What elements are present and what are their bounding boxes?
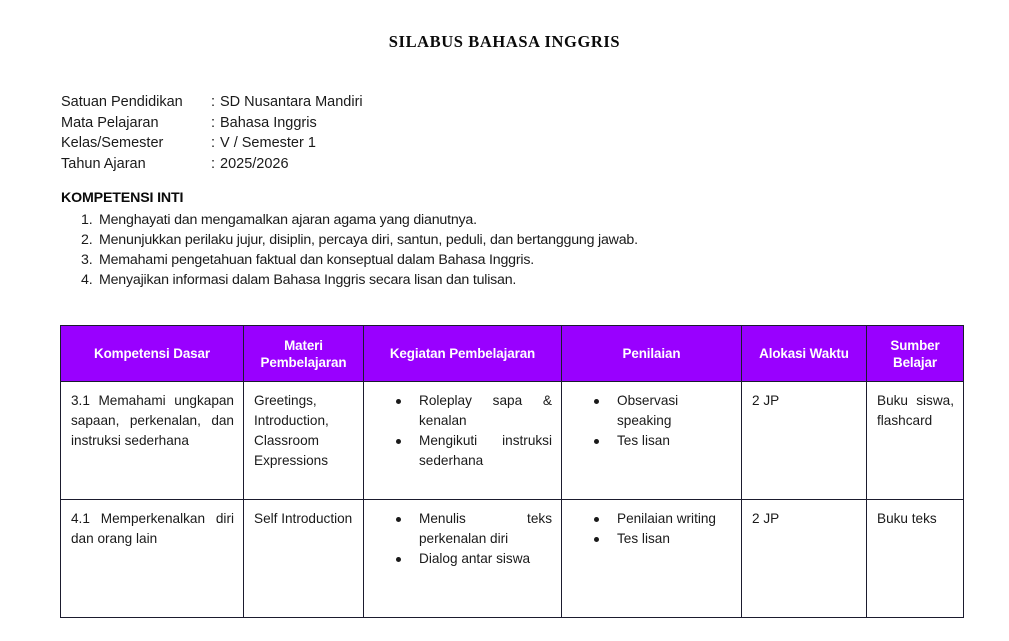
list-item (61, 230, 941, 250)
identity-value-mata-pelajaran (211, 113, 317, 134)
identity-value-text: V / Semester 1 (220, 135, 316, 151)
list-item-label: Menghayati dan mengamalkan ajaran agama yang dianutnya. (99, 212, 477, 228)
cell-materi-pembelajaran: Greetings, Introduction, Classroom Expressions (244, 382, 364, 500)
column-header-materi-pembelajaran: Materi Pembelajaran (244, 326, 364, 382)
table-header-row (61, 326, 964, 382)
bullet-item: Tes lisan (594, 529, 732, 549)
cell-alokasi-waktu: 2 JP (742, 500, 867, 618)
identity-row (61, 92, 561, 113)
bullet-item: Menulis teks perkenalan diri (396, 509, 552, 549)
list-item-number: 4. (81, 272, 93, 288)
bullet-item: Observasi speaking (594, 391, 732, 431)
bullet-item: Dialog antar siswa (396, 549, 552, 569)
list-item (61, 250, 941, 270)
cell-kompetensi-dasar: 4.1 Memperkenalkan diri dan orang lain (61, 500, 244, 618)
identity-separator: : (211, 155, 216, 172)
table-row (61, 500, 964, 618)
bullet-list (374, 509, 552, 569)
identity-label-satuan-pendidikan: Satuan Pendidikan (61, 94, 183, 110)
column-header-penilaian: Penilaian (562, 326, 742, 382)
list-item-label: Memahami pengetahuan faktual dan konseptual dalam Bahasa Inggris. (99, 252, 534, 268)
list-item-number: 3. (81, 252, 93, 268)
identity-value-text: Bahasa Inggris (220, 114, 317, 131)
bullet-list (374, 391, 552, 471)
cell-kegiatan-pembelajaran (364, 500, 562, 618)
identity-value-text: SD Nusantara Mandiri (220, 94, 363, 110)
identity-block (61, 92, 561, 174)
cell-materi-pembelajaran: Self Introduction (244, 500, 364, 618)
identity-value-kelas-semester (211, 133, 316, 154)
bullet-list (572, 391, 732, 451)
page-title: SILABUS BAHASA INGGRIS (388, 32, 621, 51)
cell-alokasi-waktu: 2 JP (742, 382, 867, 500)
list-item (61, 210, 941, 230)
identity-separator: : (211, 94, 216, 110)
identity-label-mata-pelajaran: Mata Pelajaran (61, 114, 159, 131)
bullet-list (572, 509, 732, 549)
identity-row (61, 133, 561, 154)
identity-row (61, 113, 561, 134)
identity-label-kelas-semester: Kelas/Semester (61, 135, 164, 151)
identity-value-tahun-ajaran (211, 154, 289, 175)
list-item (61, 270, 941, 290)
identity-label-tahun-ajaran: Tahun Ajaran (61, 155, 146, 172)
bullet-item: Tes lisan (594, 431, 732, 451)
kompetensi-inti-list (61, 210, 941, 290)
list-item-number: 1. (81, 212, 93, 228)
column-header-alokasi-waktu: Alokasi Waktu (742, 326, 867, 382)
list-item-number: 2. (81, 232, 93, 248)
identity-separator: : (211, 135, 216, 151)
cell-penilaian (562, 382, 742, 500)
identity-separator: : (211, 114, 216, 131)
column-header-kompetensi-dasar: Kompetensi Dasar (61, 326, 244, 382)
identity-value-text: 2025/2026 (220, 155, 289, 172)
bullet-item: Roleplay sapa & kenalan (396, 391, 552, 431)
identity-row (61, 154, 561, 175)
bullet-item: Mengikuti instruksi sederhana (396, 431, 552, 471)
list-item-label: Menyajikan informasi dalam Bahasa Inggris secara lisan dan tulisan. (99, 272, 517, 288)
column-header-sumber-belajar: Sumber Belajar (867, 326, 964, 382)
cell-sumber-belajar: Buku teks (867, 500, 964, 618)
cell-kegiatan-pembelajaran (364, 382, 562, 500)
bullet-item: Penilaian writing (594, 509, 732, 529)
kompetensi-inti-heading: KOMPETENSI INTI (61, 190, 184, 206)
cell-sumber-belajar: Buku siswa, flashcard (867, 382, 964, 500)
list-item-label: Menunjukkan perilaku jujur, disiplin, percaya diri, santun, peduli, dan bertanggung jawab. (99, 232, 638, 248)
identity-value-satuan-pendidikan (211, 92, 363, 113)
column-header-kegiatan-pembelajaran: Kegiatan Pembelajaran (364, 326, 562, 382)
cell-penilaian (562, 500, 742, 618)
table-row (61, 382, 964, 500)
syllabus-table (60, 325, 964, 618)
cell-kompetensi-dasar: 3.1 Memahami ungkapan sapaan, perkenalan, dan instruksi sederhana (61, 382, 244, 500)
